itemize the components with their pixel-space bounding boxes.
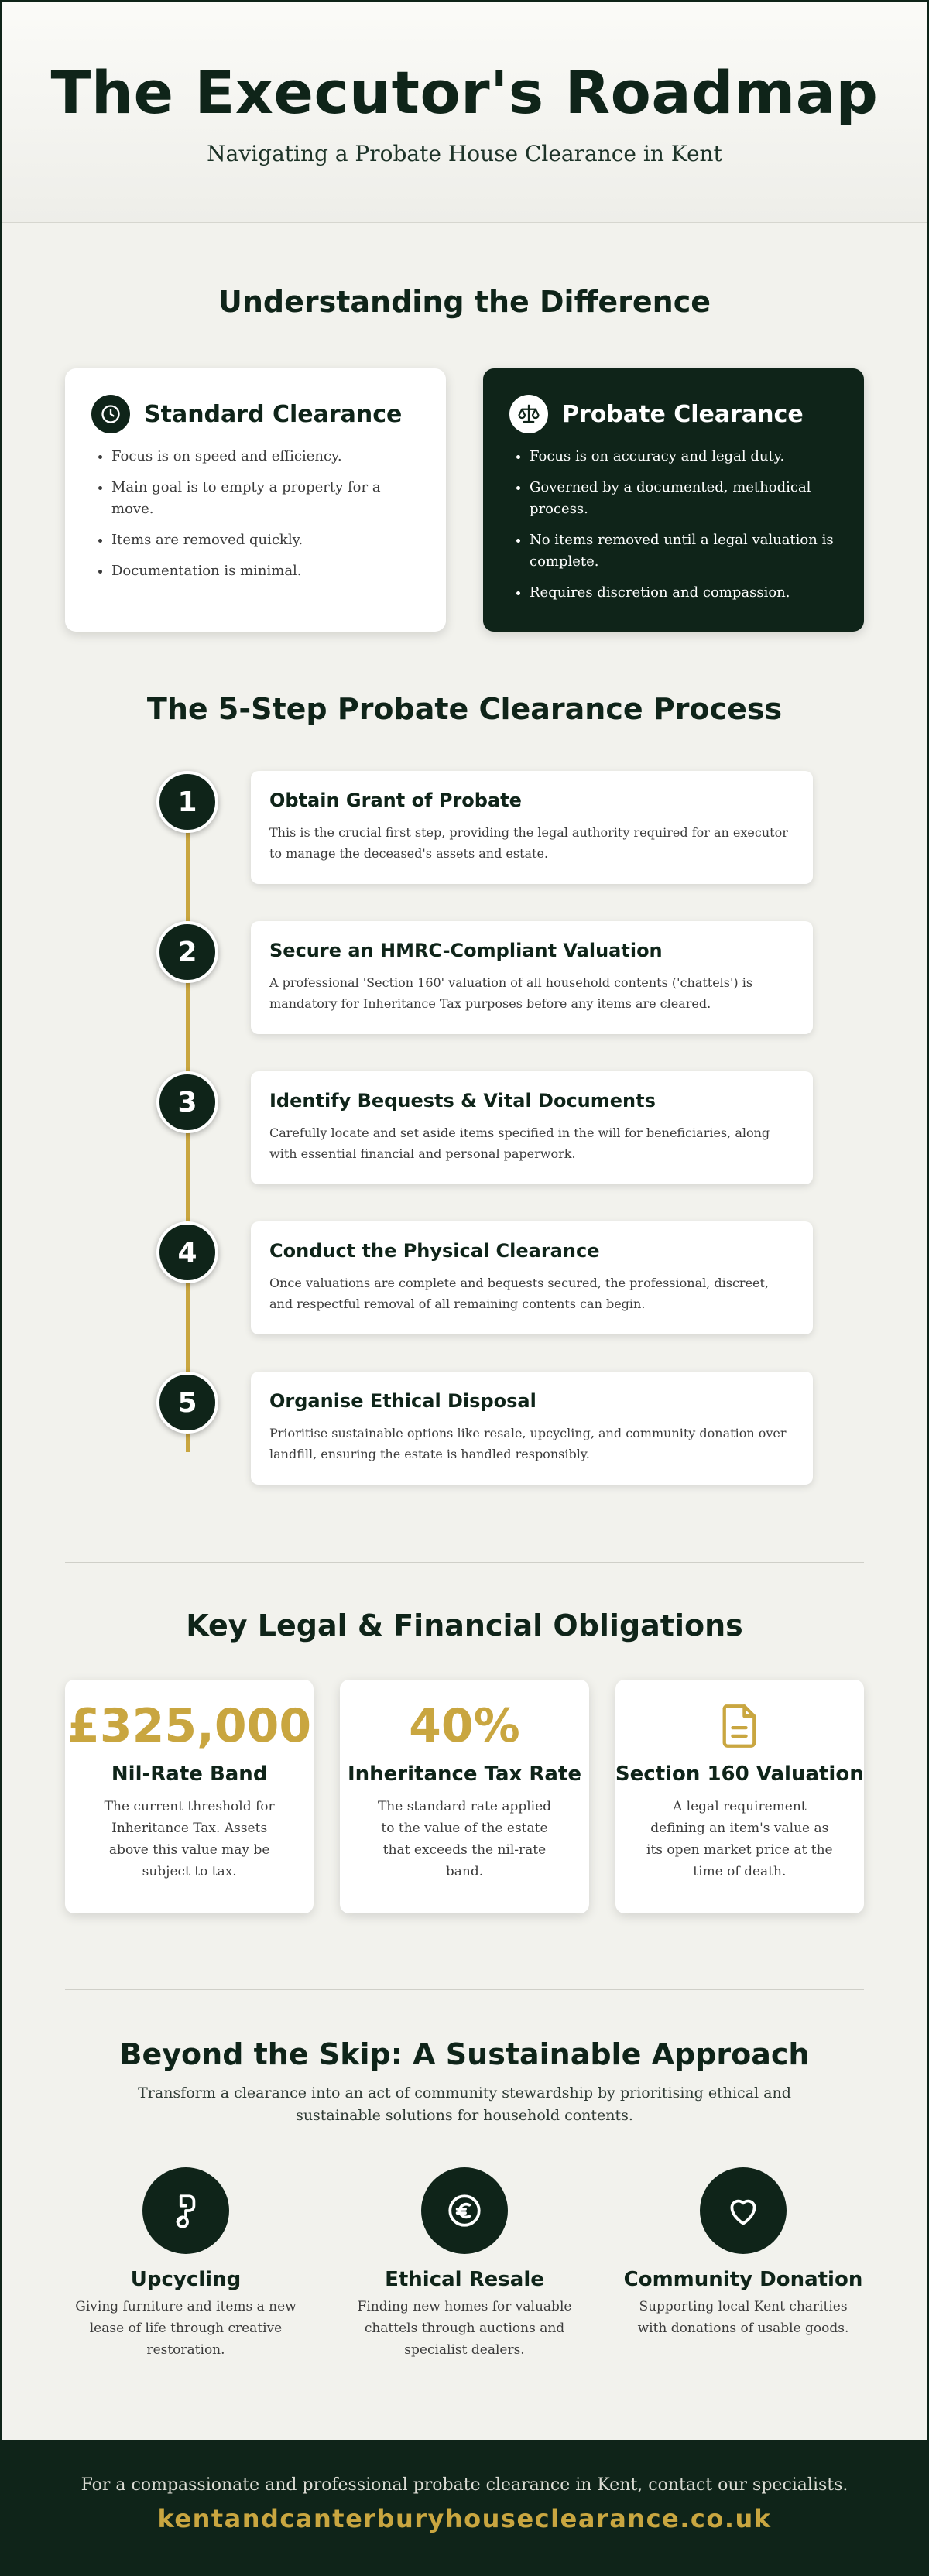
- process-step: [116, 771, 813, 921]
- stat-value: 40%: [409, 1699, 520, 1753]
- path-title: Community Donation: [623, 2268, 863, 2291]
- step-description: Prioritise sustainable options like resale, upcycling, and community donation over landfill, ensuring the estate is handled responsibly.: [269, 1426, 787, 1461]
- section-divider: [65, 1989, 864, 1990]
- list-item: • No items removed until a legal valuation is complete.: [530, 529, 838, 573]
- sustainable-intro: Transform a clearance into an act of community stewardship by prioritising ethical and sustainable solutions for household contents.: [138, 2084, 791, 2124]
- step-title: Obtain Grant of Probate: [269, 790, 522, 811]
- step-card: [251, 771, 813, 884]
- stat-title: Inheritance Tax Rate: [347, 1762, 581, 1786]
- list-item: • Focus is on accuracy and legal duty.: [530, 446, 838, 468]
- probate-clearance-title: Probate Clearance: [562, 400, 804, 428]
- step-description: Once valuations are complete and bequests secured, the professional, discreet, and respectful removal of all remaining contents can begin.: [269, 1276, 770, 1311]
- step-title: Conduct the Physical Clearance: [269, 1240, 600, 1262]
- stat-title: Nil-Rate Band: [111, 1762, 268, 1786]
- step-number: 5: [156, 1372, 218, 1434]
- step-card: [251, 1221, 813, 1334]
- obligations-heading: Key Legal & Financial Obligations: [186, 1608, 743, 1643]
- probate-clearance-card: [483, 368, 864, 632]
- process-step: [116, 1221, 813, 1372]
- euro-coin-icon: [421, 2167, 508, 2254]
- nil-rate-band-card: [65, 1680, 314, 1913]
- stat-description: A legal requirement defining an item's value as its open market price at the time of death.: [646, 1799, 833, 1879]
- stat-description: The standard rate applied to the value of the estate that exceeds the nil-rate band.: [377, 1799, 552, 1879]
- stat-description: The current threshold for Inheritance Tax. Assets above this value may be subject to tax.: [104, 1799, 275, 1879]
- path-title: Ethical Resale: [385, 2268, 544, 2291]
- document-icon: [615, 1698, 864, 1754]
- step-description: This is the crucial first step, providing the legal authority required for an executor to manage the deceased's assets and estate.: [269, 825, 788, 861]
- standard-clearance-title: Standard Clearance: [144, 400, 403, 428]
- heart-icon: [700, 2167, 787, 2254]
- recycle-icon: [142, 2167, 229, 2254]
- path-description: Giving furniture and items a new lease of life through creative restoration.: [75, 2299, 297, 2358]
- clock-icon: [91, 395, 130, 433]
- obligations-section: [0, 1608, 929, 1913]
- page-footer: [0, 2440, 929, 2576]
- upcycling-item: [46, 2167, 325, 2361]
- step-number: 2: [156, 921, 218, 983]
- footer-text: For a compassionate and professional probate clearance in Kent, contact our specialists.: [81, 2475, 848, 2495]
- standard-clearance-card: [65, 368, 446, 632]
- path-description: Finding new homes for valuable chattels through auctions and specialist dealers.: [357, 2299, 572, 2358]
- list-item: • Documentation is minimal.: [111, 560, 420, 582]
- section-divider: [65, 1562, 864, 1563]
- step-title: Secure an HMRC-Compliant Valuation: [269, 940, 663, 961]
- step-description: A professional 'Section 160' valuation of all household contents ('chattels') is mandatory for Inheritance Tax purposes before any items are cleared.: [269, 975, 753, 1011]
- stat-value: £325,000: [67, 1699, 312, 1753]
- step-card: [251, 921, 813, 1034]
- inheritance-tax-card: [340, 1680, 588, 1913]
- process-step: [116, 921, 813, 1071]
- page-subtitle: Navigating a Probate House Clearance in Kent: [207, 141, 722, 166]
- page-title: The Executor's Roadmap: [50, 58, 879, 127]
- list-item: • Focus is on speed and efficiency.: [111, 446, 420, 468]
- step-title: Identify Bequests & Vital Documents: [269, 1090, 656, 1112]
- path-title: Upcycling: [130, 2268, 242, 2291]
- process-step: [116, 1071, 813, 1221]
- process-section: [0, 692, 929, 1522]
- ethical-resale-item: [325, 2167, 604, 2361]
- list-item: • Items are removed quickly.: [111, 529, 420, 551]
- community-donation-item: [604, 2167, 883, 2361]
- list-item: • Main goal is to empty a property for a move.: [111, 477, 420, 520]
- section-160-card: [615, 1680, 864, 1913]
- step-title: Organise Ethical Disposal: [269, 1390, 536, 1412]
- path-description: Supporting local Kent charities with donations of usable goods.: [637, 2299, 849, 2336]
- process-steps: [116, 771, 813, 1522]
- step-card: [251, 1071, 813, 1184]
- process-heading: The 5-Step Probate Clearance Process: [146, 692, 783, 726]
- probate-clearance-list: [509, 446, 838, 604]
- step-number: 4: [156, 1221, 218, 1283]
- standard-clearance-list: [91, 446, 420, 582]
- sustainable-heading: Beyond the Skip: A Sustainable Approach: [119, 2037, 810, 2071]
- stat-title: Section 160 Valuation: [615, 1762, 864, 1786]
- process-step: [116, 1372, 813, 1522]
- step-number: 3: [156, 1071, 218, 1133]
- step-description: Carefully locate and set aside items specified in the will for beneficiaries, along with essential financial and personal paperwork.: [269, 1125, 770, 1161]
- list-item: • Requires discretion and compassion.: [530, 582, 838, 604]
- step-number: 1: [156, 771, 218, 833]
- list-item: • Governed by a documented, methodical process.: [530, 477, 838, 520]
- difference-section: [0, 285, 929, 632]
- sustainable-section: [0, 2037, 929, 2361]
- step-card: [251, 1372, 813, 1485]
- footer-website-link[interactable]: kentandcanterburyhouseclearance.co.uk: [157, 2504, 772, 2533]
- scales-icon: [509, 395, 548, 433]
- difference-heading: Understanding the Difference: [218, 285, 711, 319]
